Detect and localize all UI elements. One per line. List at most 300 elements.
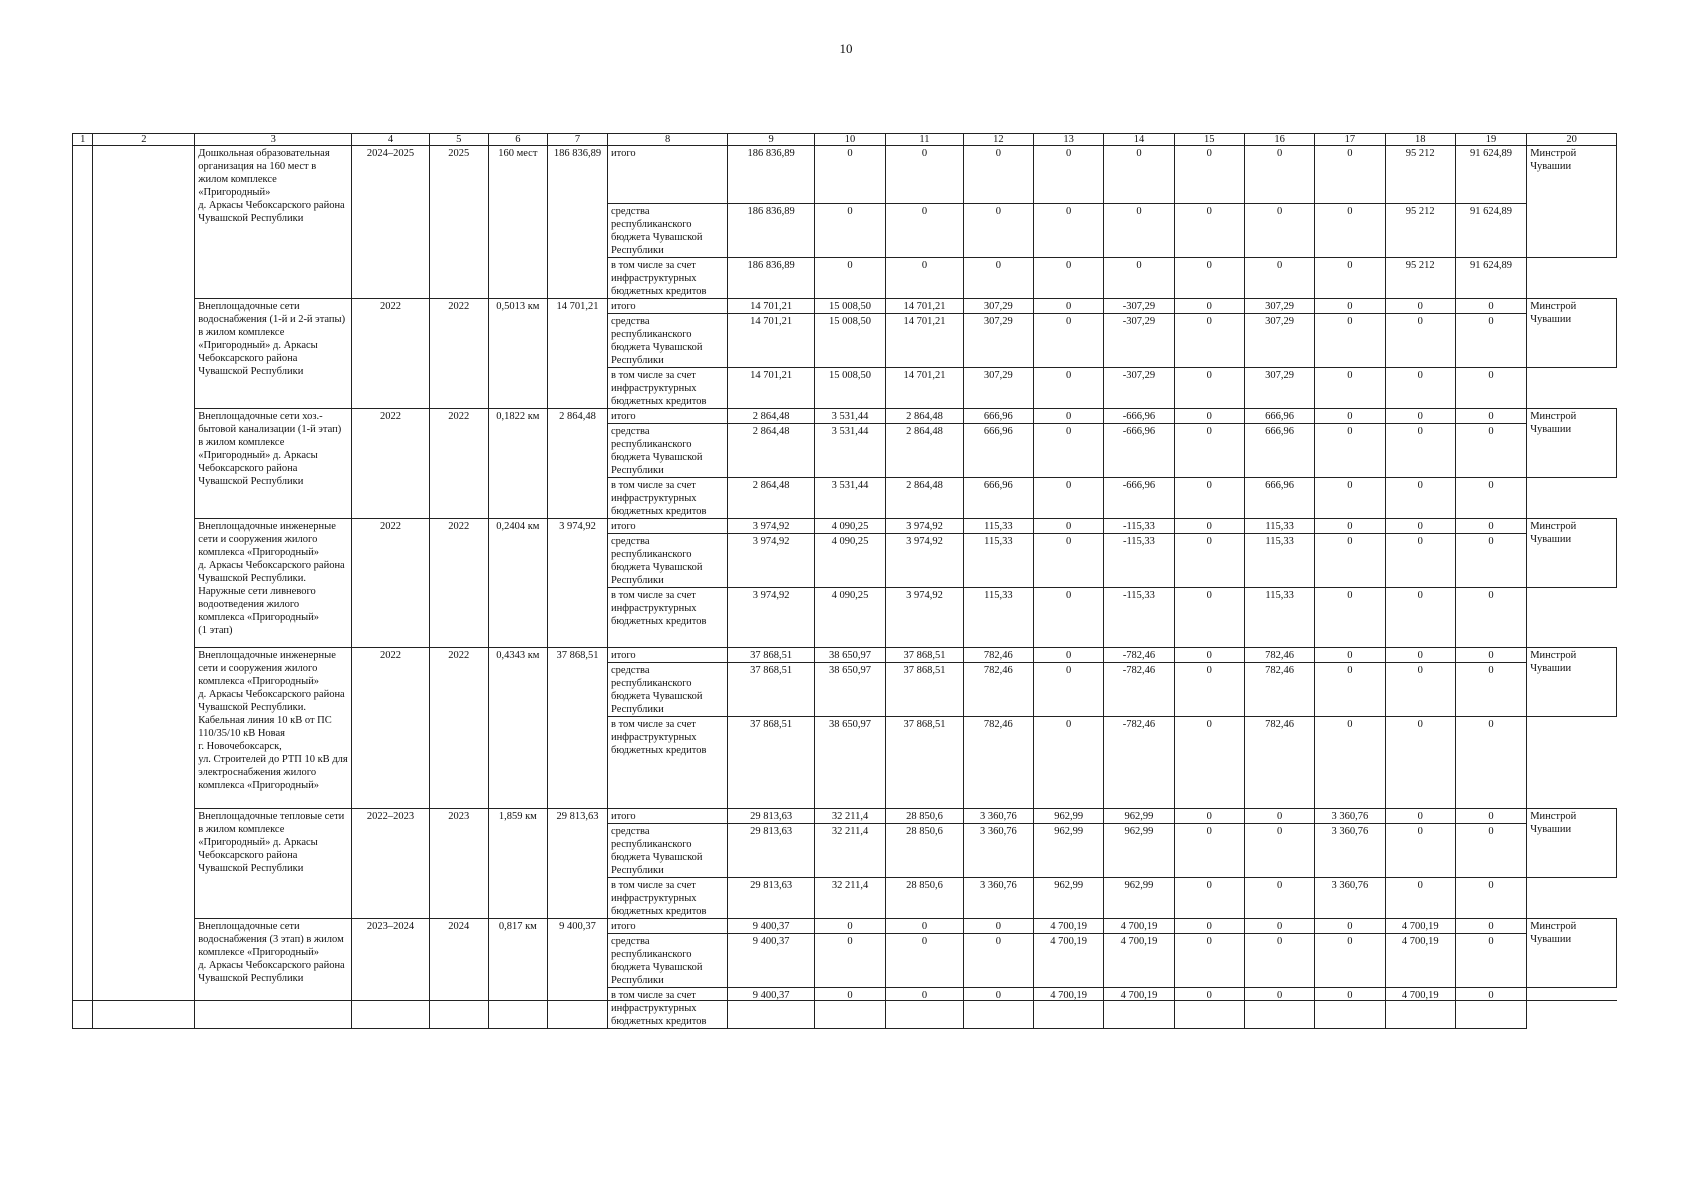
- executor-cell: [1527, 299, 1617, 368]
- column-number: 15: [1174, 134, 1244, 146]
- executor-line: Чувашии: [1530, 314, 1572, 325]
- funding-source-label: средства республиканского бюджета Чувашской Республики: [611, 426, 703, 476]
- column-number: 7: [547, 134, 607, 146]
- funding-source: [608, 146, 728, 204]
- value-cell: 28 850,6: [886, 824, 963, 878]
- value-cell: 962,99: [1104, 878, 1174, 919]
- project-period: 2022–2023: [352, 809, 429, 919]
- funding-source-label: в том числе за счет инфраструктурных бюджетных кредитов: [611, 480, 707, 517]
- value-cell: 0: [1385, 809, 1455, 824]
- value-cell: 0: [1315, 648, 1385, 663]
- value-cell: 666,96: [963, 424, 1033, 478]
- column-number: 18: [1385, 134, 1455, 146]
- executor-line: Минстрой: [1530, 921, 1577, 932]
- funding-source-label: итого: [611, 301, 636, 312]
- column-number: 10: [814, 134, 885, 146]
- value-cell: 0: [1455, 314, 1526, 368]
- value-cell: 28 850,6: [886, 809, 963, 824]
- project-cost: 3 974,92: [547, 519, 607, 648]
- project-cost: 14 701,21: [547, 299, 607, 409]
- value-cell: 37 868,51: [728, 663, 815, 717]
- project-cost: 186 836,89: [547, 146, 607, 299]
- funding-source: [608, 314, 728, 368]
- funding-source: [608, 717, 728, 809]
- value-cell: 666,96: [1244, 409, 1314, 424]
- value-cell: 0: [1174, 299, 1244, 314]
- value-cell: 37 868,51: [886, 717, 963, 809]
- value-cell: 14 701,21: [728, 314, 815, 368]
- value-cell: 0: [1033, 299, 1103, 314]
- value-cell: 3 360,76: [963, 809, 1033, 824]
- value-cell: 0: [814, 204, 885, 258]
- value-cell: 0: [1315, 663, 1385, 717]
- value-cell: 0: [814, 258, 885, 299]
- value-cell: 3 974,92: [728, 588, 815, 648]
- value-cell: 782,46: [963, 717, 1033, 809]
- funding-source-label: средства республиканского бюджета Чувашской Республики: [611, 316, 703, 366]
- column-number: 13: [1033, 134, 1103, 146]
- value-cell: 115,33: [963, 534, 1033, 588]
- column-number: 17: [1315, 134, 1385, 146]
- value-cell: 0: [814, 988, 885, 1029]
- funding-source-label: средства республиканского бюджета Чувашской Республики: [611, 826, 703, 876]
- funding-source: [608, 368, 728, 409]
- value-cell: 9 400,37: [728, 988, 815, 1029]
- value-cell: 0: [1455, 424, 1526, 478]
- value-cell: -666,96: [1104, 409, 1174, 424]
- funding-source: [608, 258, 728, 299]
- value-cell: 186 836,89: [728, 146, 815, 204]
- project-cost: 29 813,63: [547, 809, 607, 919]
- value-cell: 0: [1315, 409, 1385, 424]
- executor-line: Минстрой: [1530, 811, 1577, 822]
- project-name-cell: [195, 809, 352, 919]
- value-cell: 186 836,89: [728, 258, 815, 299]
- value-cell: 2 864,48: [886, 478, 963, 519]
- value-cell: 0: [1104, 146, 1174, 204]
- value-cell: 115,33: [1244, 519, 1314, 534]
- value-cell: 0: [1174, 146, 1244, 204]
- value-cell: 0: [814, 919, 885, 934]
- value-cell: 307,29: [963, 314, 1033, 368]
- page-number: 10: [839, 41, 853, 56]
- value-cell: 0: [1385, 409, 1455, 424]
- value-cell: 14 701,21: [886, 299, 963, 314]
- value-cell: -115,33: [1104, 519, 1174, 534]
- value-cell: 28 850,6: [886, 878, 963, 919]
- value-cell: 0: [1455, 368, 1526, 409]
- value-cell: 0: [1315, 204, 1385, 258]
- value-cell: 37 868,51: [728, 648, 815, 663]
- executor-cell: [1527, 648, 1617, 717]
- funding-source: [608, 648, 728, 663]
- value-cell: 0: [963, 919, 1033, 934]
- project-capacity: 0,1822 км: [488, 409, 547, 519]
- funding-source-label: итого: [611, 148, 636, 159]
- value-cell: 2 864,48: [886, 409, 963, 424]
- table-row: [73, 409, 1617, 424]
- value-cell: 0: [1455, 409, 1526, 424]
- project-period: 2022: [352, 519, 429, 648]
- value-cell: 3 974,92: [886, 588, 963, 648]
- executor-line: Минстрой: [1530, 650, 1577, 661]
- funding-source-label: итого: [611, 411, 636, 422]
- funding-source: [608, 534, 728, 588]
- value-cell: 0: [1174, 534, 1244, 588]
- value-cell: 0: [1455, 478, 1526, 519]
- value-cell: 4 700,19: [1104, 988, 1174, 1029]
- value-cell: 0: [1385, 519, 1455, 534]
- value-cell: 0: [1385, 824, 1455, 878]
- value-cell: 0: [1244, 809, 1314, 824]
- value-cell: 3 360,76: [963, 878, 1033, 919]
- funding-source: [608, 424, 728, 478]
- value-cell: 3 360,76: [1315, 878, 1385, 919]
- project-capacity: 0,5013 км: [488, 299, 547, 409]
- value-cell: 782,46: [963, 648, 1033, 663]
- value-cell: 0: [1033, 146, 1103, 204]
- value-cell: 0: [1455, 988, 1526, 1029]
- value-cell: 0: [1315, 988, 1385, 1029]
- column-number: 2: [93, 134, 195, 146]
- table-row: [73, 809, 1617, 824]
- value-cell: 3 974,92: [728, 519, 815, 534]
- column-number: 11: [886, 134, 963, 146]
- value-cell: 14 701,21: [728, 299, 815, 314]
- value-cell: 4 700,19: [1033, 919, 1103, 934]
- value-cell: 3 974,92: [886, 534, 963, 588]
- value-cell: 666,96: [963, 409, 1033, 424]
- value-cell: 0: [1385, 648, 1455, 663]
- funding-source: [608, 919, 728, 934]
- executor-blank: [1527, 258, 1617, 299]
- project-name: Внеплощадочные сети хоз.- бытовой канализации (1-й этап) в жилом комплексе «Пригородный» д. Аркасы Чебоксарского района Чувашской Республики: [198, 411, 342, 487]
- value-cell: 0: [1033, 478, 1103, 519]
- value-cell: 0: [1455, 299, 1526, 314]
- executor-line: Минстрой: [1530, 411, 1577, 422]
- value-cell: 0: [1174, 809, 1244, 824]
- funding-source: [608, 663, 728, 717]
- value-cell: 0: [1174, 588, 1244, 648]
- value-cell: 9 400,37: [728, 919, 815, 934]
- value-cell: 0: [1315, 299, 1385, 314]
- project-year: 2022: [429, 299, 488, 409]
- executor-line: Чувашии: [1530, 934, 1572, 945]
- funding-source: [608, 478, 728, 519]
- value-cell: -307,29: [1104, 314, 1174, 368]
- funding-source-label: средства республиканского бюджета Чувашской Республики: [611, 936, 703, 986]
- value-cell: 4 090,25: [814, 519, 885, 534]
- project-year: 2022: [429, 648, 488, 809]
- value-cell: -307,29: [1104, 368, 1174, 409]
- value-cell: 0: [1104, 258, 1174, 299]
- executor-blank: [1527, 988, 1617, 1029]
- value-cell: 15 008,50: [814, 299, 885, 314]
- project-year: 2024: [429, 919, 488, 1029]
- column-number: 12: [963, 134, 1033, 146]
- executor-cell: [1527, 146, 1617, 258]
- project-period: 2022: [352, 299, 429, 409]
- executor-cell: [1527, 809, 1617, 878]
- value-cell: 4 700,19: [1104, 919, 1174, 934]
- value-cell: 15 008,50: [814, 314, 885, 368]
- value-cell: 0: [1244, 146, 1314, 204]
- value-cell: 32 211,4: [814, 809, 885, 824]
- value-cell: -307,29: [1104, 299, 1174, 314]
- value-cell: 962,99: [1033, 809, 1103, 824]
- value-cell: 0: [1033, 368, 1103, 409]
- executor-line: Чувашии: [1530, 663, 1572, 674]
- value-cell: -666,96: [1104, 424, 1174, 478]
- value-cell: 0: [1033, 258, 1103, 299]
- value-cell: 0: [1315, 534, 1385, 588]
- executor-cell: [1527, 519, 1617, 588]
- funding-source-label: средства республиканского бюджета Чувашской Республики: [611, 206, 703, 256]
- value-cell: 0: [1174, 919, 1244, 934]
- value-cell: 962,99: [1104, 809, 1174, 824]
- value-cell: 0: [1033, 424, 1103, 478]
- value-cell: 782,46: [1244, 648, 1314, 663]
- col1-cell: [73, 146, 93, 1029]
- value-cell: 0: [1174, 519, 1244, 534]
- value-cell: 0: [963, 146, 1033, 204]
- project-name: Внеплощадочные инженерные сети и сооружения жилого комплекса «Пригородный» д. Аркасы Чебоксарского района Чувашской Республики. Наружные сети ливневого водоотведения жилого комплекса «Пригородный» (1 этап): [198, 521, 345, 636]
- project-year: 2022: [429, 519, 488, 648]
- executor-cell: [1527, 919, 1617, 988]
- funding-source-label: в том числе за счет инфраструктурных бюджетных кредитов: [611, 880, 707, 917]
- project-year: 2025: [429, 146, 488, 299]
- project-period: 2022: [352, 409, 429, 519]
- value-cell: 962,99: [1104, 824, 1174, 878]
- investment-table: [72, 133, 1617, 1029]
- value-cell: 38 650,97: [814, 717, 885, 809]
- project-cost: 9 400,37: [547, 919, 607, 1029]
- executor-blank: [1527, 478, 1617, 519]
- value-cell: 0: [1033, 717, 1103, 809]
- value-cell: 0: [963, 934, 1033, 988]
- value-cell: 0: [1385, 663, 1455, 717]
- value-cell: -666,96: [1104, 478, 1174, 519]
- funding-source-label: в том числе за счет инфраструктурных бюджетных кредитов: [611, 590, 707, 627]
- value-cell: 0: [1455, 534, 1526, 588]
- value-cell: 666,96: [1244, 478, 1314, 519]
- funding-source: [608, 934, 728, 988]
- table-row: [73, 519, 1617, 534]
- funding-source-label: итого: [611, 521, 636, 532]
- table-bottom-border: [72, 1000, 1617, 1001]
- value-cell: 29 813,63: [728, 809, 815, 824]
- executor-line: Чувашии: [1530, 161, 1572, 172]
- executor-line: Минстрой: [1530, 148, 1577, 159]
- project-name-cell: [195, 146, 352, 299]
- value-cell: 0: [1174, 988, 1244, 1029]
- value-cell: 0: [1315, 717, 1385, 809]
- value-cell: 4 700,19: [1385, 919, 1455, 934]
- value-cell: 0: [1033, 519, 1103, 534]
- funding-source-label: итого: [611, 921, 636, 932]
- value-cell: 15 008,50: [814, 368, 885, 409]
- value-cell: 0: [1385, 314, 1455, 368]
- project-capacity: 0,817 км: [488, 919, 547, 1029]
- value-cell: 0: [1174, 314, 1244, 368]
- value-cell: 0: [1244, 919, 1314, 934]
- value-cell: 91 624,89: [1455, 204, 1526, 258]
- value-cell: 0: [1174, 648, 1244, 663]
- project-capacity: 0,4343 км: [488, 648, 547, 809]
- col2-cell: [93, 146, 195, 1029]
- column-number: 14: [1104, 134, 1174, 146]
- value-cell: 0: [1385, 588, 1455, 648]
- value-cell: 0: [1385, 534, 1455, 588]
- value-cell: 0: [1174, 424, 1244, 478]
- executor-blank: [1527, 878, 1617, 919]
- value-cell: 2 864,48: [728, 478, 815, 519]
- value-cell: 0: [1244, 204, 1314, 258]
- value-cell: 0: [1033, 409, 1103, 424]
- value-cell: 0: [1174, 258, 1244, 299]
- value-cell: 0: [1244, 258, 1314, 299]
- value-cell: 0: [1244, 988, 1314, 1029]
- value-cell: 0: [1244, 934, 1314, 988]
- column-number: 8: [608, 134, 728, 146]
- column-number: 1: [73, 134, 93, 146]
- executor-blank: [1527, 717, 1617, 809]
- value-cell: 0: [1455, 663, 1526, 717]
- project-name-cell: [195, 648, 352, 809]
- value-cell: 0: [963, 258, 1033, 299]
- value-cell: 0: [1385, 878, 1455, 919]
- value-cell: 0: [1455, 824, 1526, 878]
- value-cell: 0: [1104, 204, 1174, 258]
- value-cell: 782,46: [1244, 717, 1314, 809]
- project-cost: 37 868,51: [547, 648, 607, 809]
- value-cell: 3 360,76: [1315, 824, 1385, 878]
- value-cell: -115,33: [1104, 588, 1174, 648]
- table-row: [73, 648, 1617, 663]
- value-cell: 2 864,48: [886, 424, 963, 478]
- executor-line: Чувашии: [1530, 824, 1572, 835]
- value-cell: 307,29: [963, 299, 1033, 314]
- value-cell: 3 531,44: [814, 409, 885, 424]
- value-cell: 962,99: [1033, 824, 1103, 878]
- value-cell: 95 212: [1385, 204, 1455, 258]
- value-cell: 38 650,97: [814, 663, 885, 717]
- funding-source-label: итого: [611, 811, 636, 822]
- value-cell: 37 868,51: [886, 663, 963, 717]
- value-cell: 115,33: [1244, 534, 1314, 588]
- executor-blank: [1527, 588, 1617, 648]
- value-cell: -782,46: [1104, 717, 1174, 809]
- column-number: 5: [429, 134, 488, 146]
- funding-source: [608, 299, 728, 314]
- value-cell: 91 624,89: [1455, 258, 1526, 299]
- value-cell: 307,29: [963, 368, 1033, 409]
- value-cell: 0: [1315, 588, 1385, 648]
- value-cell: 0: [1315, 478, 1385, 519]
- value-cell: 0: [886, 146, 963, 204]
- executor-line: Чувашии: [1530, 534, 1572, 545]
- value-cell: 0: [1385, 299, 1455, 314]
- project-capacity: 0,2404 км: [488, 519, 547, 648]
- value-cell: 0: [886, 988, 963, 1029]
- column-number: 4: [352, 134, 429, 146]
- value-cell: 0: [1315, 919, 1385, 934]
- funding-source: [608, 204, 728, 258]
- value-cell: -782,46: [1104, 648, 1174, 663]
- value-cell: 186 836,89: [728, 204, 815, 258]
- funding-source: [608, 588, 728, 648]
- value-cell: 0: [963, 988, 1033, 1029]
- value-cell: 0: [1174, 878, 1244, 919]
- value-cell: 0: [1174, 663, 1244, 717]
- column-number: 20: [1527, 134, 1617, 146]
- value-cell: 4 700,19: [1033, 988, 1103, 1029]
- value-cell: 95 212: [1385, 146, 1455, 204]
- value-cell: 0: [1244, 878, 1314, 919]
- value-cell: 0: [1455, 519, 1526, 534]
- funding-source-label: средства республиканского бюджета Чувашской Республики: [611, 665, 703, 715]
- value-cell: 0: [1174, 934, 1244, 988]
- project-name-cell: [195, 409, 352, 519]
- value-cell: 782,46: [1244, 663, 1314, 717]
- value-cell: 2 864,48: [728, 409, 815, 424]
- value-cell: 9 400,37: [728, 934, 815, 988]
- value-cell: 14 701,21: [886, 314, 963, 368]
- value-cell: 4 090,25: [814, 534, 885, 588]
- value-cell: 29 813,63: [728, 824, 815, 878]
- funding-source-label: в том числе за счет инфраструктурных бюджетных кредитов: [611, 370, 707, 407]
- value-cell: 32 211,4: [814, 878, 885, 919]
- funding-source-label: в том числе за счет инфраструктурных бюджетных кредитов: [611, 719, 707, 756]
- value-cell: 3 360,76: [963, 824, 1033, 878]
- value-cell: 38 650,97: [814, 648, 885, 663]
- column-number: 19: [1455, 134, 1526, 146]
- project-cost: 2 864,48: [547, 409, 607, 519]
- value-cell: 0: [1315, 934, 1385, 988]
- value-cell: 3 531,44: [814, 478, 885, 519]
- value-cell: 115,33: [963, 519, 1033, 534]
- value-cell: 32 211,4: [814, 824, 885, 878]
- executor-line: Чувашии: [1530, 424, 1572, 435]
- table-row: [73, 299, 1617, 314]
- value-cell: 4 700,19: [1385, 988, 1455, 1029]
- project-name-cell: [195, 519, 352, 648]
- value-cell: 0: [1315, 519, 1385, 534]
- value-cell: 0: [814, 934, 885, 988]
- value-cell: 0: [1455, 934, 1526, 988]
- value-cell: 3 531,44: [814, 424, 885, 478]
- value-cell: 0: [1385, 478, 1455, 519]
- value-cell: 4 090,25: [814, 588, 885, 648]
- executor-blank: [1527, 368, 1617, 409]
- funding-source: [608, 988, 728, 1029]
- value-cell: 0: [1174, 409, 1244, 424]
- project-period: 2024–2025: [352, 146, 429, 299]
- column-number: 3: [195, 134, 352, 146]
- value-cell: 0: [1315, 424, 1385, 478]
- project-name-cell: [195, 919, 352, 1029]
- value-cell: 0: [886, 919, 963, 934]
- value-cell: 0: [963, 204, 1033, 258]
- value-cell: 0: [1315, 314, 1385, 368]
- value-cell: 307,29: [1244, 299, 1314, 314]
- value-cell: 3 360,76: [1315, 809, 1385, 824]
- project-year: 2022: [429, 409, 488, 519]
- project-name: Внеплощадочные сети водоснабжения (3 этап) в жилом комплексе «Пригородный» д. Аркасы Чебоксарского района Чувашской Республики: [198, 921, 345, 984]
- value-cell: 4 700,19: [1033, 934, 1103, 988]
- value-cell: 0: [1033, 663, 1103, 717]
- funding-source-label: в том числе за счет инфраструктурных бюджетных кредитов: [611, 990, 707, 1027]
